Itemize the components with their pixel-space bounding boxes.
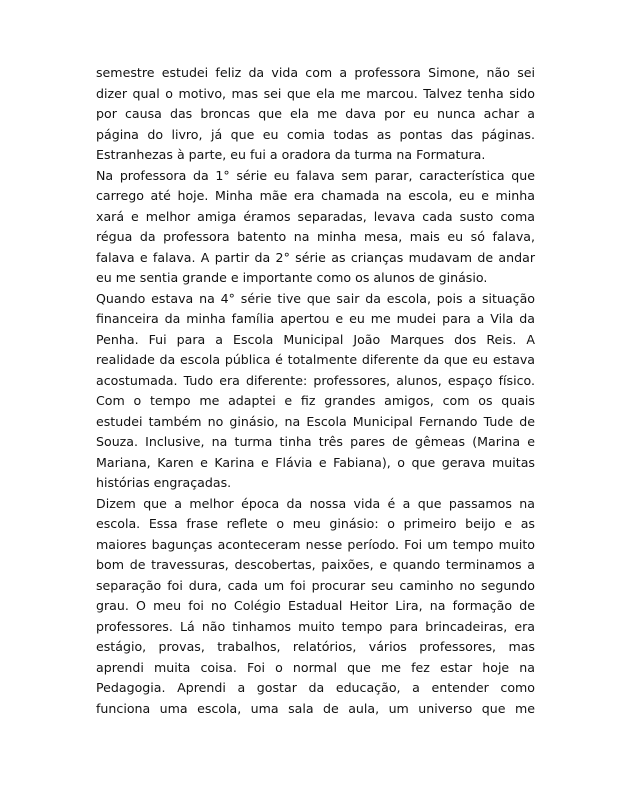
text-line: Quando estava na 4° série tive que sair da escola, pois a situação — [96, 290, 535, 306]
text-line: bom de travessuras, descobertas, paixões, e quando terminamos a — [96, 557, 535, 572]
text-line: escola. Essa frase reflete o meu ginásio: o primeiro beijo e as — [96, 516, 535, 531]
text-line: falava e falava. A partir da 2° série as crianças mudavam de andar — [96, 249, 535, 265]
text-line: estágio, provas, trabalhos, relatórios, vários professores, mas — [96, 639, 535, 654]
body-text — [96, 63, 535, 719]
text-line: realidade da escola pública é totalmente diferente da que eu estava — [96, 352, 535, 367]
text-line: Na professora da 1° série eu falava sem parar, característica que — [96, 167, 535, 183]
paragraph-4 — [96, 494, 535, 720]
paragraph-1 — [96, 63, 535, 166]
text-line: dizer qual o motivo, mas sei que ela me marcou. Talvez tenha sido — [96, 85, 535, 101]
text-line: funciona uma escola, uma sala de aula, um universo que me — [96, 700, 535, 716]
paragraph-2 — [96, 166, 535, 289]
text-line: Penha. Fui para a Escola Municipal João Marques dos Reis. A — [96, 331, 535, 347]
text-line: página do livro, já que eu comia todas as pontas das páginas. — [96, 126, 535, 142]
text-line: semestre estudei feliz da vida com a professora Simone, não sei — [96, 65, 535, 80]
text-line: por causa das broncas que ela me dava por eu nunca achar a — [96, 106, 535, 121]
text-line: carrego até hoje. Minha mãe era chamada na escola, eu e minha — [96, 188, 535, 203]
text-line: Souza. Inclusive, na turma tinha três pares de gêmeas (Marina e — [96, 434, 535, 449]
text-line: xará e melhor amiga éramos separadas, levava cada susto coma — [96, 208, 535, 224]
text-line: histórias engraçadas. — [96, 475, 232, 490]
text-line: Estranhezas à parte, eu fui a oradora da turma na Formatura. — [96, 147, 486, 162]
text-line: financeira da minha família apertou e eu me mudei para a Vila da — [96, 311, 535, 326]
paragraph-3 — [96, 289, 535, 494]
text-line: eu me sentia grande e importante como os alunos de ginásio. — [96, 270, 488, 285]
text-line: estudei também no ginásio, na Escola Municipal Fernando Tude de — [96, 413, 535, 429]
text-line: grau. O meu foi no Colégio Estadual Heitor Lira, na formação de — [96, 598, 535, 613]
text-line: professores. Lá não tinhamos muito tempo para brincadeiras, era — [96, 618, 535, 634]
text-line: Mariana, Karen e Karina e Flávia e Fabiana), o que gerava muitas — [96, 454, 535, 470]
text-line: Com o tempo me adaptei e fiz grandes amigos, com os quais — [96, 393, 535, 408]
text-line: maiores bagunças aconteceram nesse período. Foi um tempo muito — [96, 536, 535, 552]
text-line: régua da professora batento na minha mesa, mais eu só falava, — [96, 229, 535, 244]
text-line: aprendi muita coisa. Foi o normal que me fez estar hoje na — [96, 659, 535, 675]
text-line: Dizem que a melhor época da nossa vida é a que passamos na — [96, 495, 535, 511]
text-line: acostumada. Tudo era diferente: professores, alunos, espaço físico. — [96, 372, 535, 388]
text-line: separação foi dura, cada um foi procurar seu caminho no segundo — [96, 577, 535, 593]
text-line: Pedagogia. Aprendi a gostar da educação, a entender como — [96, 680, 535, 695]
